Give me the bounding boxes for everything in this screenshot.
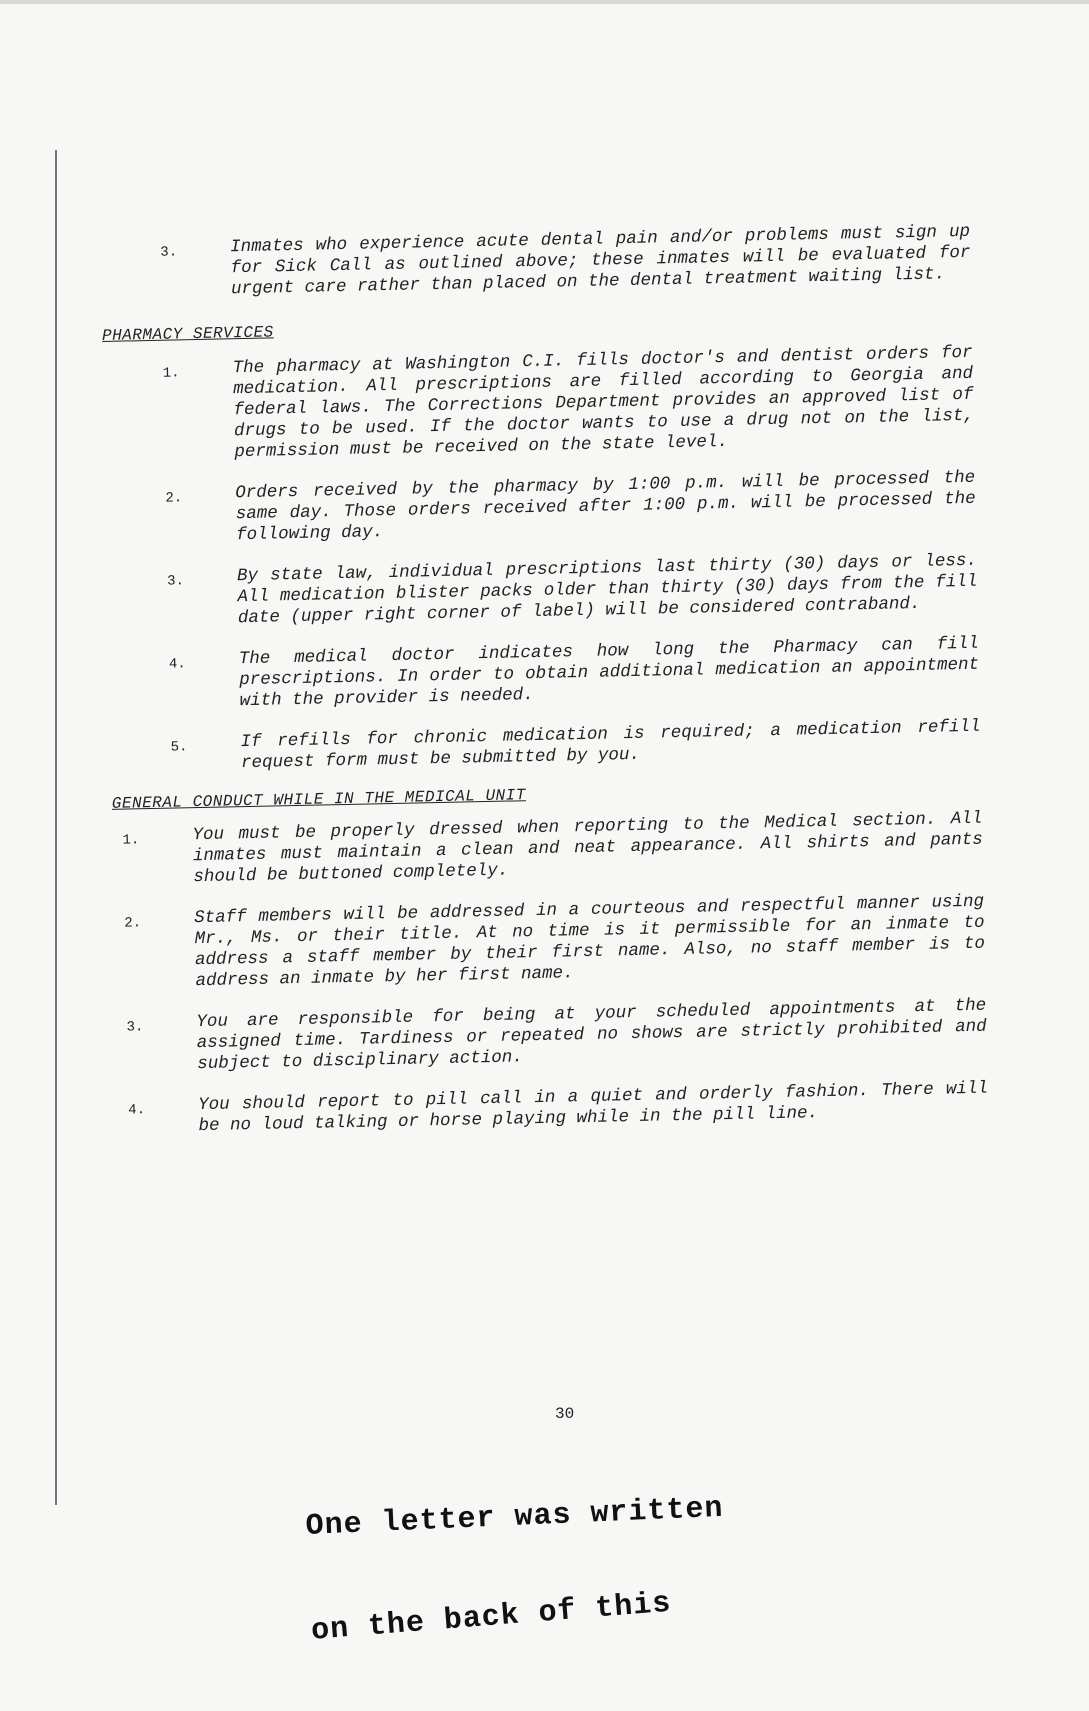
page-number: 30	[555, 1405, 575, 1423]
item-number: 1.	[162, 365, 180, 382]
item-text: You should report to pill call in a quiet and orderly fashion. There will be no loud talking or horse playing while in the pill line.	[197, 1078, 989, 1137]
scan-top-edge	[0, 0, 1089, 4]
item-number: 4.	[168, 656, 186, 673]
item-text: The pharmacy at Washington C.I. fills doctor's and dentist orders for medication. All prescriptions are filled according to Georgia and federal laws. The Corrections Department provides an approved list of drugs to be used. If the doctor wants to use a drug not on the list, permission must be received on the state level.	[232, 342, 975, 463]
item-text: By state law, individual prescriptions last thirty (30) days or less. All medication blister packs older than thirty (30) days from the fill date (upper right corner of label) will be considered contraband.	[236, 550, 978, 629]
item-text: Staff members will be addressed in a courteous and respectful manner using Mr., Ms. or their title. At no time is it permissible for an inmate to address a staff member by their first name. Also, no staff member is to address an inmate by her first name.	[194, 891, 986, 992]
item-number: 3.	[167, 573, 185, 590]
item-number: 4.	[128, 1102, 146, 1119]
general-conduct-heading: GENERAL CONDUCT WHILE IN THE MEDICAL UNIT	[111, 786, 527, 813]
item-number: 5.	[170, 739, 188, 756]
item-number: 2.	[165, 490, 183, 507]
item-text: Orders received by the pharmacy by 1:00 p.m. will be processed the same day. Those orders received after 1:00 p.m. will be processed the following day.	[235, 467, 976, 546]
item-number: 2.	[124, 915, 142, 932]
annotation-line-1: One letter was written	[305, 1491, 725, 1544]
pharmacy-item-1	[103, 342, 995, 466]
margin-line	[55, 150, 57, 1505]
annotation-line-2: on the back of this	[310, 1586, 673, 1649]
pharmacy-services-heading: PHARMACY SERVICES	[101, 323, 274, 345]
item-number: 3.	[160, 244, 178, 261]
item-text: Inmates who experience acute dental pain and/or problems must sign up for Sick Call as outlined above; these inmates will be evaluated for urgent care rather than placed on the dental treatment waiting list.	[229, 221, 971, 300]
item-number: 1.	[122, 832, 140, 849]
item-text: You must be properly dressed when reporting to the Medical section. All inmates must maintain a clean and neat appearance. All shirts and pants should be buttoned completely.	[192, 808, 983, 888]
item-text: The medical doctor indicates how long the Pharmacy can fill prescriptions. In order to obtain additional medication an appointment with the provider is needed.	[238, 633, 980, 712]
item-number: 3.	[126, 1019, 144, 1036]
item-text: If refills for chronic medication is required; a medication refill request form must be submitted by you.	[240, 716, 981, 774]
document-body	[100, 221, 1009, 1138]
item-text: You are responsible for being at your scheduled appointments at the assigned time. Tardiness or repeated no shows are strictly prohibited and subject to disciplinary action.	[196, 995, 987, 1075]
